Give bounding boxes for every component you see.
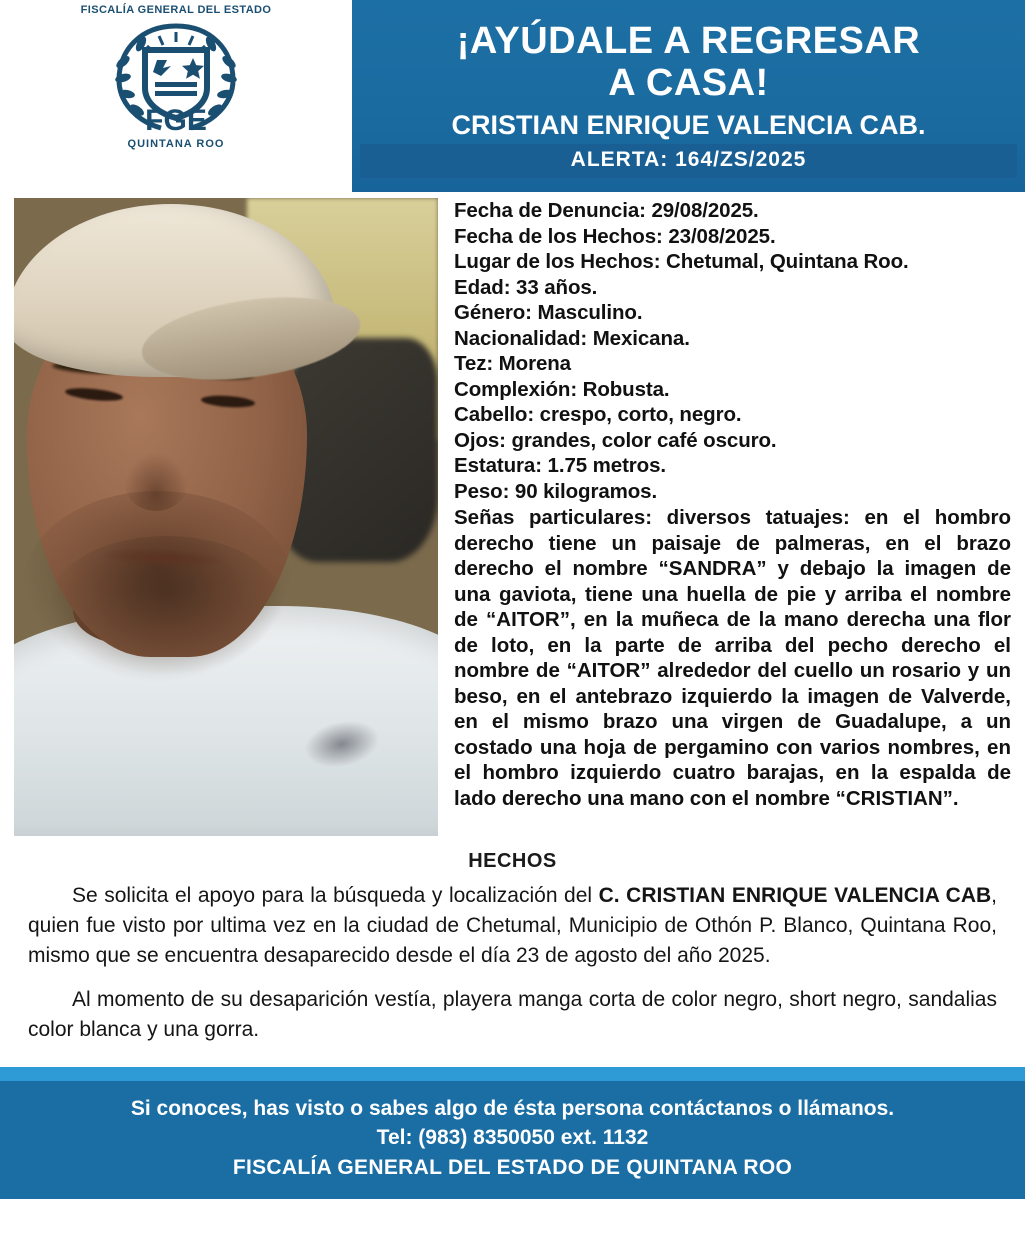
detail-item: Estatura: 1.75 metros. <box>454 454 666 477</box>
logo-top-text <box>81 4 272 16</box>
hechos-heading: HECHOS <box>468 850 557 872</box>
detail-item: Edad: 33 años. <box>454 275 598 299</box>
missing-person-photo <box>14 198 438 836</box>
detail-item: Complexión: Robusta. <box>454 377 670 401</box>
hechos-paragraph-2: Al momento de su desaparición vestía, playera manga corta de color negro, short negro, sandalias color blanca y una gorra. <box>28 988 997 1041</box>
detail-item: Fecha de los Hechos: 23/08/2025. <box>454 224 776 248</box>
fge-logo-block <box>0 0 352 192</box>
hechos-p1-part2: , quien fue visto por ultima vez en la ciudad de Chetumal, Municipio de Othón P. Blanco, Quintana Roo, mismo que se encuentra desaparecido desde el día 23 de agosto del año 2025. <box>28 884 997 967</box>
hechos-p1-bold-name: C. CRISTIAN ENRIQUE VALENCIA CAB <box>598 884 992 907</box>
logo-bottom-text-value: QUINTANA ROO <box>127 138 225 150</box>
footer-institution: FISCALÍA GENERAL DEL ESTADO DE QUINTANA ROO <box>232 1156 793 1179</box>
footer-accent-strip <box>0 1067 1025 1081</box>
detail-item: Nacionalidad: Mexicana. <box>454 326 690 350</box>
detail-item: Tez: Morena <box>454 352 571 375</box>
detail-item: Género: Masculino. <box>454 301 643 324</box>
poster-footer <box>0 1081 1025 1199</box>
logo-top-text-value: FISCALÍA GENERAL DEL ESTADO <box>80 4 272 16</box>
poster-title-line2: A CASA! <box>608 62 769 104</box>
hechos-p1-part1: Se solicita el apoyo para la búsqueda y localización del <box>72 884 599 907</box>
logo-bottom-text <box>128 138 225 150</box>
missing-person-name: CRISTIAN ENRIQUE VALENCIA CAB. <box>451 110 926 140</box>
photo-column <box>0 198 440 836</box>
poster-body <box>0 192 1025 836</box>
detail-item: Peso: 90 kilogramos. <box>454 479 658 503</box>
distinguishing-marks-text: Señas particulares: diversos tatuajes: en el hombro derecho tiene un paisaje de palmeras, en el brazo derecho el nombre “SANDRA” y debajo la imagen de una gaviota, tiene una huella de pie y arriba el nombre de “AITOR”, en la muñeca de la mano derecha una flor de loto, en la parte de arriba del pecho derecho el nombre de “AITOR” alrededor del cuello un rosario y un beso, en el antebrazo izquierdo la imagen de Valverde, en el mismo brazo una virgen de Guadalupe, a un costado una hoja de pergamino con varios nombres, en el hombro izquierdo cuatro barajas, en la espalda de lado derecho una mano con el nombre “CRISTIAN”. <box>454 506 1011 810</box>
details-column <box>440 198 1025 836</box>
hechos-paragraph-1 <box>28 881 997 971</box>
footer-contact-line: Si conoces, has visto o sabes algo de ésta persona contáctanos o llámanos. <box>130 1097 895 1120</box>
svg-text:FGE: FGE <box>145 104 207 137</box>
detail-item: Fecha de Denuncia: 29/08/2025. <box>454 199 759 222</box>
detail-item: Lugar de los Hechos: Chetumal, Quintana Roo. <box>454 250 909 273</box>
hechos-section <box>0 836 1025 1067</box>
poster-title-line1: ¡AYÚDALE A REGRESAR <box>456 20 921 62</box>
title-block <box>352 0 1025 192</box>
alert-number-badge: ALERTA: 164/ZS/2025 <box>360 144 1017 178</box>
fge-crest-icon <box>101 18 251 138</box>
detail-item: Cabello: crespo, corto, negro. <box>454 403 742 426</box>
poster-header <box>0 0 1025 192</box>
footer-phone[interactable]: Tel: (983) 8350050 ext. 1132 <box>376 1126 649 1149</box>
detail-item: Ojos: grandes, color café oscuro. <box>454 428 777 452</box>
